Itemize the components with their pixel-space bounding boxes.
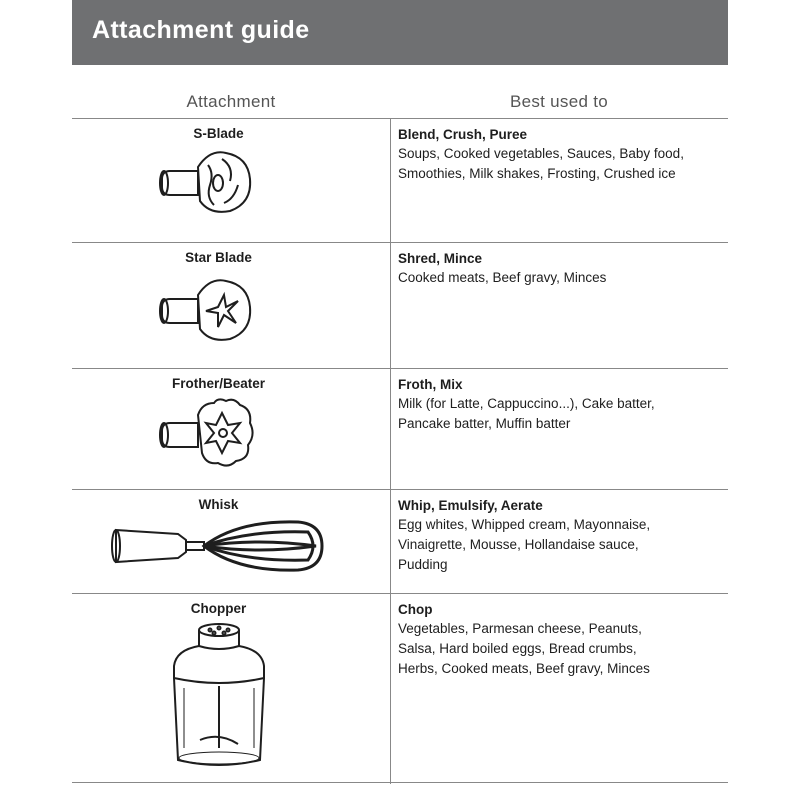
attachment-table bbox=[72, 84, 728, 784]
uses-line: Vegetables, Parmesan cheese, Peanuts, bbox=[398, 621, 642, 636]
chopper-icon bbox=[164, 620, 274, 770]
uses-title: Whip, Emulsify, Aerate bbox=[398, 498, 543, 513]
uses-line: Pancake batter, Muffin batter bbox=[398, 416, 571, 431]
uses-cell bbox=[398, 497, 723, 575]
s-blade-icon bbox=[152, 145, 272, 217]
table-row bbox=[72, 118, 728, 242]
uses-line: Pudding bbox=[398, 557, 448, 572]
attachment-cell bbox=[72, 243, 390, 368]
attachment-name: Chopper bbox=[190, 601, 247, 616]
star-blade-icon bbox=[152, 271, 272, 345]
uses-cell bbox=[398, 601, 723, 679]
uses-title: Froth, Mix bbox=[398, 377, 463, 392]
attachment-cell bbox=[72, 594, 390, 784]
attachment-cell bbox=[72, 119, 390, 242]
uses-line: Soups, Cooked vegetables, Sauces, Baby food, bbox=[398, 146, 684, 161]
table-row bbox=[72, 489, 728, 593]
frother-beater-icon bbox=[152, 395, 272, 469]
table-row bbox=[72, 368, 728, 489]
uses-line: Herbs, Cooked meats, Beef gravy, Minces bbox=[398, 661, 650, 676]
uses-line: Milk (for Latte, Cappuccino...), Cake batter, bbox=[398, 396, 655, 411]
attachment-cell bbox=[72, 490, 390, 593]
uses-line: Egg whites, Whipped cream, Mayonnaise, bbox=[398, 517, 651, 532]
page-title: Attachment guide bbox=[92, 16, 310, 44]
column-header-attachment: Attachment bbox=[186, 92, 276, 111]
uses-line: Smoothies, Milk shakes, Frosting, Crushed ice bbox=[398, 166, 676, 181]
uses-line: Salsa, Hard boiled eggs, Bread crumbs, bbox=[398, 641, 637, 656]
uses-title: Shred, Mince bbox=[398, 251, 483, 266]
uses-cell bbox=[398, 250, 723, 288]
table-row bbox=[72, 593, 728, 784]
table-row bbox=[72, 242, 728, 368]
attachment-cell bbox=[72, 369, 390, 489]
attachment-name: Star Blade bbox=[185, 250, 252, 265]
attachment-name: S-Blade bbox=[193, 126, 244, 141]
attachment-name: Whisk bbox=[198, 497, 239, 512]
uses-title: Chop bbox=[398, 602, 433, 617]
uses-line: Vinaigrette, Mousse, Hollandaise sauce, bbox=[398, 537, 639, 552]
uses-cell bbox=[398, 376, 723, 434]
attachment-name: Frother/Beater bbox=[171, 376, 266, 391]
table-bottom-rule bbox=[72, 782, 728, 783]
uses-title: Blend, Crush, Puree bbox=[398, 127, 528, 142]
uses-cell bbox=[398, 126, 723, 184]
title-bar bbox=[72, 0, 728, 65]
column-header-best-used: Best used to bbox=[509, 92, 609, 111]
whisk-icon bbox=[108, 516, 328, 576]
table-header bbox=[72, 84, 728, 118]
uses-line: Cooked meats, Beef gravy, Minces bbox=[398, 270, 607, 285]
